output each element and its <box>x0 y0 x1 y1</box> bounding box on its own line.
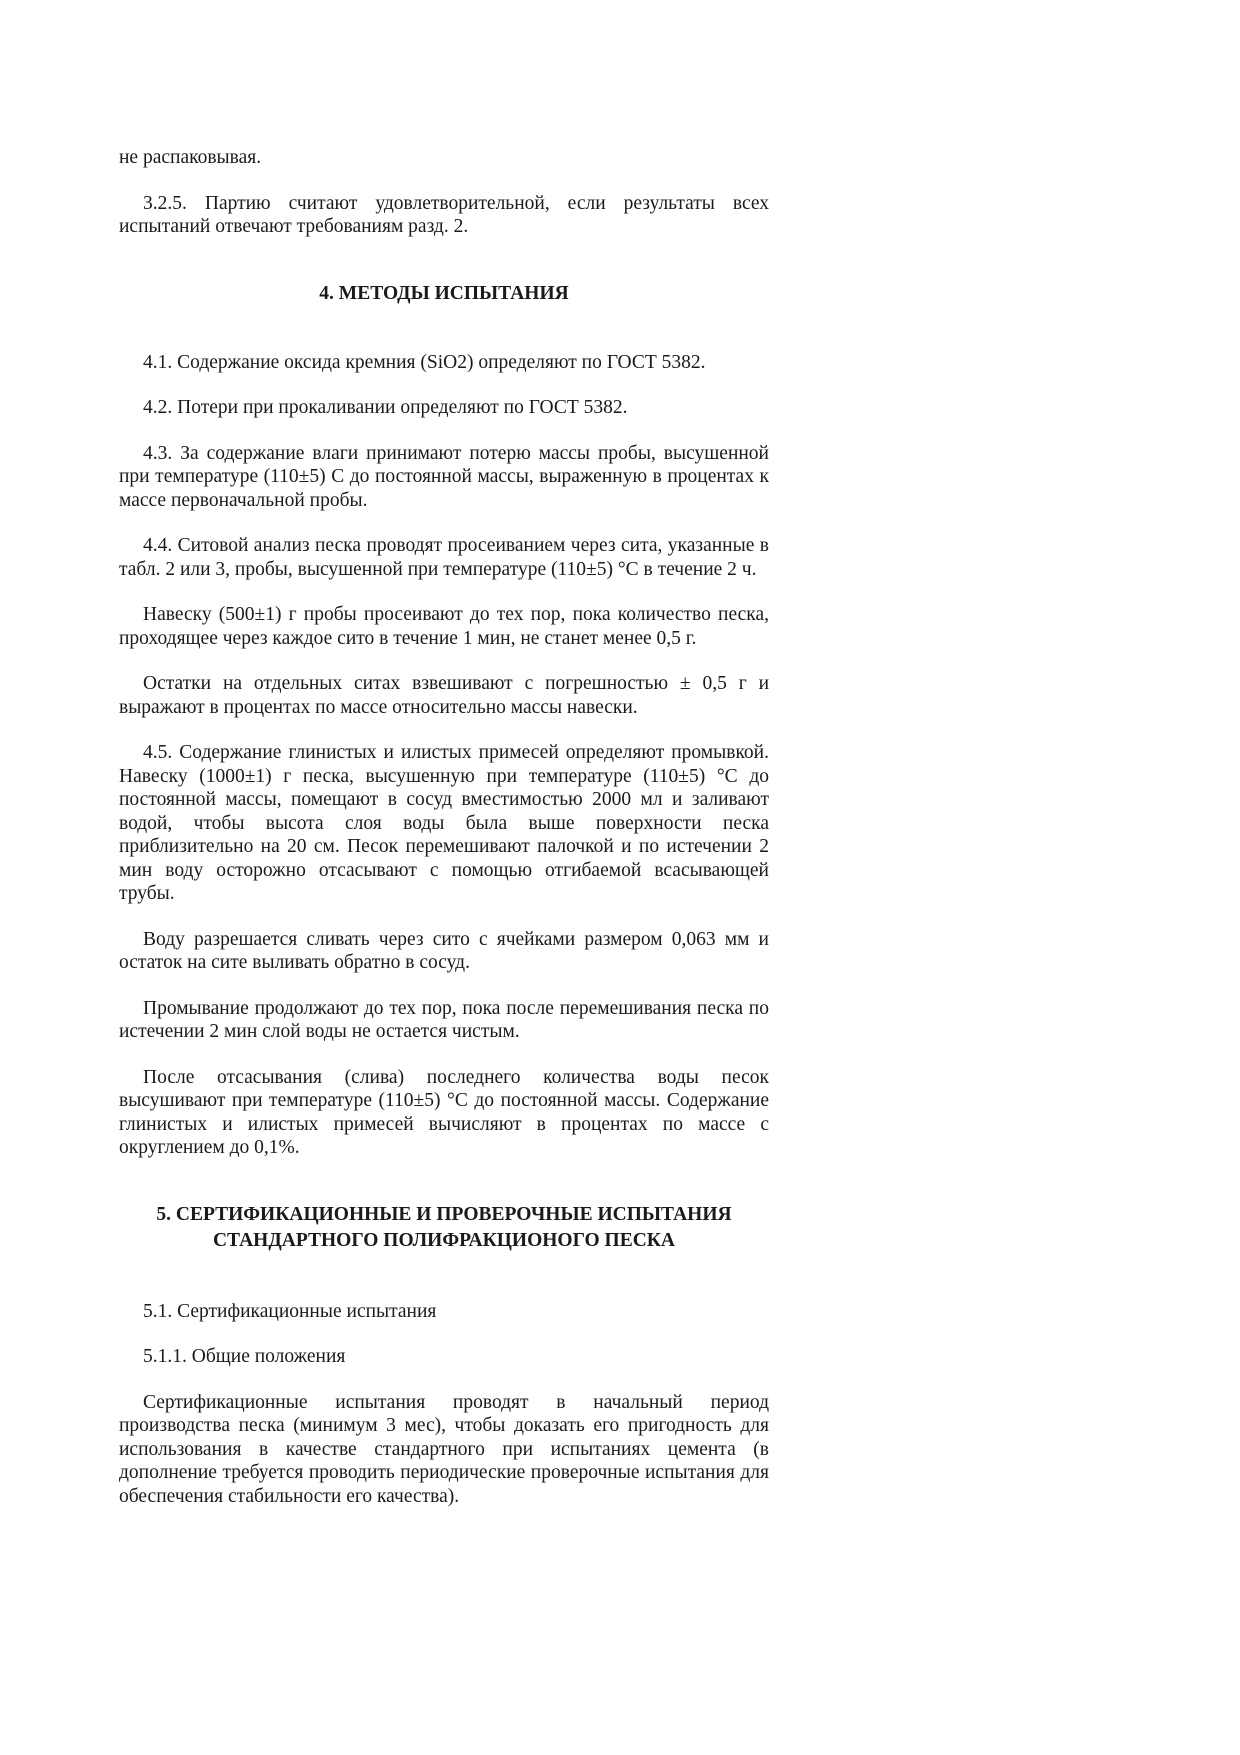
paragraph-4-1: 4.1. Содержание оксида кремния (SiO2) определяют по ГОСТ 5382. <box>143 351 706 373</box>
paragraph-3-2-5: 3.2.5. Партию считают удовлетворительной, если результаты всех испытаний отвечают требованиям разд. 2. <box>119 192 769 237</box>
paragraph-4-2: 4.2. Потери при прокаливании определяют по ГОСТ 5382. <box>143 397 628 418</box>
paragraph-posle: После отсасывания (слива) последнего количества воды песок высушивают при температуре (110±5) °С до постоянной массы. Содержание глинистых и илистых примесей вычисляют в процентах по массе с округлением до 0,1%. <box>119 1066 769 1158</box>
document-page <box>119 146 769 1530</box>
paragraph-4-4: 4.4. Ситовой анализ песка проводят просеиванием через сита, указанные в табл. 2 или 3, пробы, высушенной при температуре (110±5) °С в течение 2 ч. <box>119 535 769 580</box>
paragraph-naveska: Навеску (500±1) г пробы просеивают до тех пор, пока количество песка, проходящее через каждое сито в течение 1 мин, не станет менее 0,5 г. <box>119 604 769 649</box>
paragraph-intro: не распаковывая. <box>119 147 262 168</box>
paragraph-promyvanie: Промывание продолжают до тех пор, пока после перемешивания песка по истечении 2 мин слой воды не остается чистым. <box>119 997 769 1042</box>
paragraph-vodu: Воду разрешается сливать через сито с ячейками размером 0,063 мм и остаток на сите выливать обратно в сосуд. <box>119 928 769 973</box>
section-heading-5-line1: 5. СЕРТИФИКАЦИОННЫЕ И ПРОВЕРОЧНЫЕ ИСПЫТАНИЯ <box>156 1203 732 1225</box>
paragraph-ostatki: Остатки на отдельных ситах взвешивают с погрешностью ± 0,5 г и выражают в процентах по массе относительно массы навески. <box>119 673 769 718</box>
section-heading-5 <box>119 1202 769 1254</box>
section-heading-5-line2: СТАНДАРТНОГО ПОЛИФРАКЦИОНОГО ПЕСКА <box>212 1229 676 1251</box>
paragraph-5-1: 5.1. Сертификационные испытания <box>143 1300 437 1322</box>
paragraph-sertifikatsionnye: Сертификационные испытания проводят в начальный период производства песка (минимум 3 мес), чтобы доказать его пригодность для использования в качестве стандартного при испытаниях цемента (в дополнение требуется проводить периодические проверочные испытания для обеспечения стабильности его качества). <box>119 1391 769 1507</box>
paragraph-4-3: 4.3. За содержание влаги принимают потерю массы пробы, высушенной при температуре (110±5) С до постоянной массы, выраженную в процентах к массе первоначальной пробы. <box>119 442 769 511</box>
paragraph-5-1-1: 5.1.1. Общие положения <box>143 1346 346 1367</box>
section-heading-4: 4. МЕТОДЫ ИСПЫТАНИЯ <box>319 282 569 304</box>
paragraph-4-5: 4.5. Содержание глинистых и илистых примесей определяют промывкой. Навеску (1000±1) г песка, высушенную при температуре (110±5) °С до постоянной массы, помещают в сосуд вместимостью 2000 мл и заливают водой, чтобы высота слоя воды была выше поверхности песка приблизительно на 20 см. Песок перемешивают палочкой и по истечении 2 мин воду осторожно отсасывают с помощью отгибаемой всасывающей трубы. <box>119 742 769 904</box>
